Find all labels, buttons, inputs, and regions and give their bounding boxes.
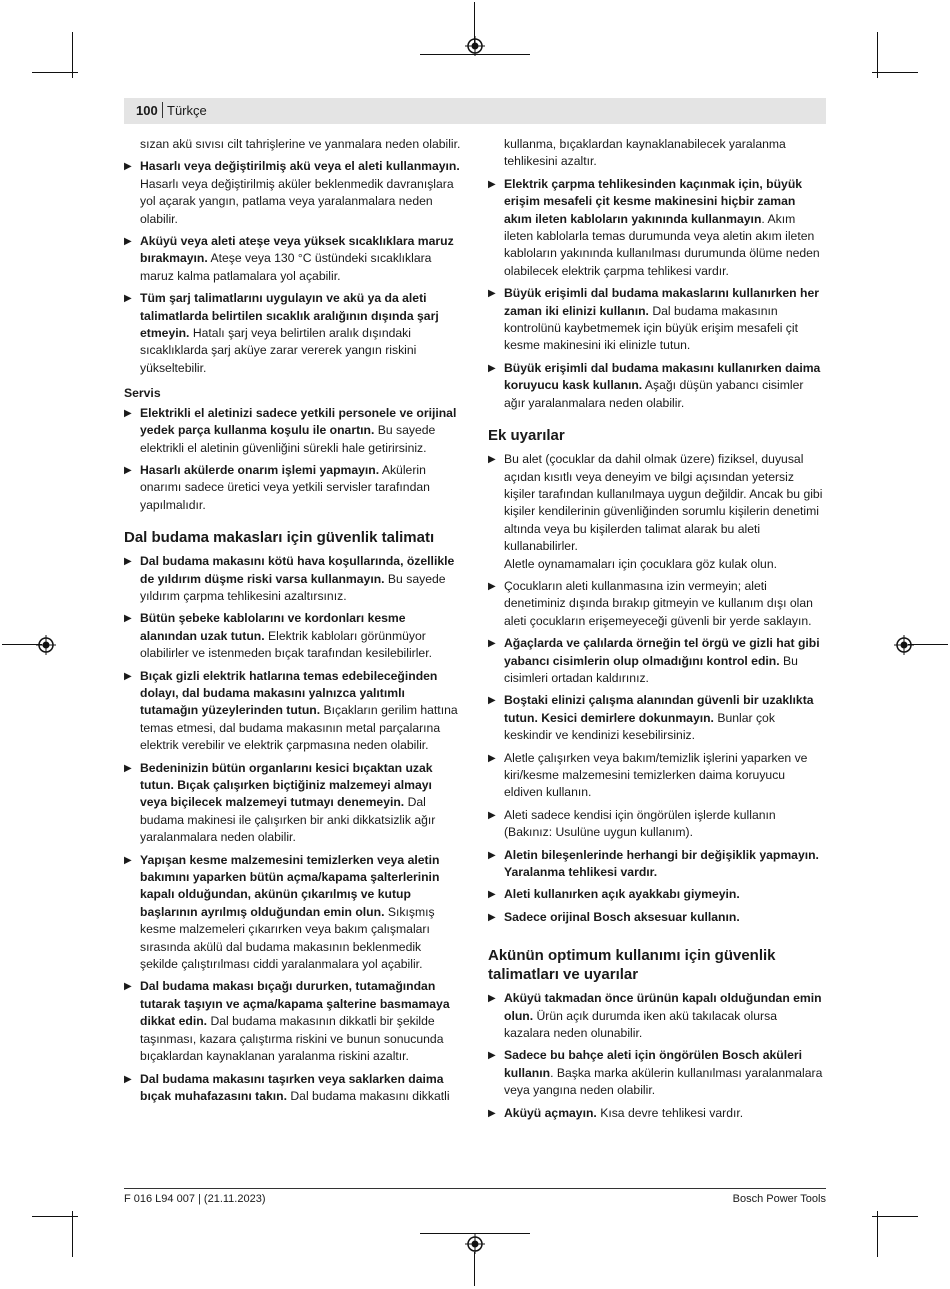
item-text: . Başka marka akülerin kullanılması yaralanmalara veya yangına neden olabilir. [504,1065,823,1098]
item-text: Ateşe veya 130 °C üstündeki sıcaklıklara maruz kalma patlamalara yol açabilir. [140,251,432,283]
item-text: Dal budama makasını dikkatli [286,1088,450,1103]
bullet-arrow-icon: ▶ [124,464,132,476]
bullet-arrow-icon: ▶ [488,1107,496,1119]
bullet-arrow-icon: ▶ [124,1073,132,1085]
bullet-arrow-icon: ▶ [124,670,132,682]
item-text: . Akım ileten kablolarla temas durumunda veya aletin akım ileten kabloların yakınında kullanılması durumunda ölüme neden olabilecek elektrik çarpma tehlikesi vardır. [504,211,820,278]
bullet-arrow-icon: ▶ [488,1050,496,1062]
item-bold-text: Bıçak gizli elektrik hatlarına temas edebileceğinden dolayı, dal budama makasını yalnızca yalıtımlı tutamağın yüzeylerinden tutun. [140,668,438,718]
item-text: Aleti sadece kendisi için öngörülen işlerde kullanın (Bakınız: Usulüne uygun kullanım). [504,807,776,840]
item-text: Ürün açık durumda iken akü takılacak olursa kazalara neden olunabilir. [504,1008,777,1041]
item-bold-text: Bütün şebeke kablolarını ve kordonları kesme alanından uzak tutun. [140,611,406,643]
bullet-arrow-icon: ▶ [124,236,132,248]
list-item [124,290,462,377]
brand-name: Bosch Power Tools [732,1193,826,1205]
bullet-arrow-icon: ▶ [488,580,496,592]
item-bold-text: Ağaçlarda ve çalılarda örneğin tel örgü ve gizli hat gibi yabancı cisimlerin olup olmadığını kontrol edin. [504,636,820,668]
list-item [124,553,462,605]
continued-text: sızan akü sıvısı cilt tahrişlerine ve yanmalara neden olabilir. [140,137,461,151]
left-column [124,136,462,1110]
item-bold-text: Aleti kullanırken açık ayakkabı giymeyin. [504,887,740,902]
item-bold-text: Dal budama makasını kötü hava koşullarında, özellikle de yıldırım düşme riski varsa kullanmayın. [140,554,455,586]
item-bold-text: Aletin bileşenlerinde herhangi bir değişiklik yapmayın. Yaralanma tehlikesi vardır. [504,847,819,880]
warning-list [124,158,462,377]
list-item [124,158,462,228]
crop-mark [872,1216,918,1217]
item-bold-text: Aküyü veya aleti ateşe veya yüksek sıcaklıklara maruz bırakmayın. [140,234,454,266]
crop-mark [877,1211,878,1257]
bullet-arrow-icon: ▶ [124,613,132,625]
list-item [488,176,826,280]
item-text: Akülerin onarımı sadece üretici veya yetkili servisler tarafından yapılmalıdır. [140,462,430,512]
crop-mark [474,1252,475,1286]
item-text: Bu sayede elektrikli el aletinin güvenliğini sürekli hale getirirsiniz. [140,423,436,455]
item-bold-text: Aküyü açmayın. [504,1105,597,1120]
list-item [488,807,826,842]
list-item [488,578,826,630]
list-item [488,847,826,882]
item-bold-text: Yapışan kesme malzemesini temizlerken veya aletin bakımını yaparken bütün açma/kapama şalterlerinin kapalı olduğundan, akünün çıkarılmış ve kutup başlarının ayrılmış olduğundan emin olun. [140,852,440,919]
item-text: Hatalı şarj veya belirtilen aralık dışındaki sıcaklıklarda şarj aküye zarar vererek yangın riskini yükseltebilir. [140,326,417,375]
item-bold-text: Bedeninizin bütün organlarını kesici bıçaktan uzak tutun. Bıçak çalışırken biçtiğiniz malzemeyi almayı veya biçilecek malzemeyi tutmayı denemeyin. [140,760,433,810]
item-text: Aşağı düşün yabancı cisimler ağır yaralanmalara neden olabilir. [504,378,804,410]
list-item [124,610,462,662]
item-bold-text: Tüm şarj talimatlarını uygulayın ve akü ya da aleti talimatlarda belirtilen sıcaklık aralığının dışında şarj etmeyin. [140,291,439,341]
item-extra-text: Aletle oynamamaları için çocuklara göz kulak olun. [504,556,777,571]
section-heading: Dal budama makasları için güvenlik talimatı [124,529,435,547]
list-item [124,233,462,285]
item-bold-text: Aküyü takmadan önce ürünün kapalı olduğundan emin olun. [504,991,822,1023]
list-item [488,692,826,744]
item-text: Bu sayede yıldırım çarpma tehlikesini azaltırsınız. [140,571,446,603]
list-item [124,405,462,457]
list-item [488,990,826,1042]
bullet-arrow-icon: ▶ [488,288,496,300]
bullet-arrow-icon: ▶ [488,638,496,650]
section-heading: Akünün optimum kullanımı için güvenlik talimatları ve uyarılar [488,947,776,984]
list-item [488,360,826,412]
list-item [488,750,826,802]
list-item [488,1105,826,1122]
bullet-arrow-icon: ▶ [124,981,132,993]
item-bold-text: Dal budama makası bıçağı dururken, tutamağından tutarak taşıyın ve açma/kapama şalterine basmamaya dikkat edin. [140,979,450,1029]
page-header [124,98,826,124]
item-text: Bıçakların gerilim hattına temas etmesi, dal budama makasının metal parçalarına elektrik verebilir ve elektrik çarpmasına neden olabilir. [140,703,458,753]
list-item [488,1047,826,1099]
page-number: 100 [136,103,158,118]
continued-text: kullanma, bıçaklardan kaynaklanabilecek yaralanma tehlikesini azaltır. [504,137,786,169]
item-bold-text: Elektrikli el aletinizi sadece yetkili personele ve orijinal yedek parça kullanma koşulu ile onartın. [140,405,457,438]
item-text: Dal budama makinesi ile çalışırken bir anki dikkatsizlik ağır yaralanmalara neden olabilir. [140,795,436,845]
list-item [124,760,462,847]
list-item [124,462,462,514]
bullet-arrow-icon: ▶ [488,752,496,764]
bullet-arrow-icon: ▶ [124,407,132,419]
bullet-arrow-icon: ▶ [488,993,496,1005]
item-text: Çocukların aleti kullanmasına izin vermeyin; aleti denetiminiz dışında bırakıp gitmeyin ve kullanım dışı olan aleti çocukların erişemeyeceği güvenli bir yerde saklayın. [504,578,813,628]
item-bold-text: Büyük erişimli dal budama makaslarını kullanırken her zaman iki elinizi kullanın. [504,286,819,318]
list-item [488,886,826,903]
right-column [488,136,826,1127]
item-text: Bu cisimleri ortadan kaldırınız. [504,653,798,685]
item-bold-text: Sadece bu bahçe aleti için öngörülen Bosch aküleri kullanın [504,1048,802,1080]
item-text: Kısa devre tehlikesi vardır. [596,1105,744,1120]
bullet-arrow-icon: ▶ [488,178,496,190]
page-language: Türkçe [167,103,207,118]
bullet-arrow-icon: ▶ [488,911,496,923]
item-bold-text: Dal budama makasını taşırken veya saklarken daima bıçak muhafazasını takın. [140,1071,444,1103]
warning-list [488,990,826,1122]
crop-mark [72,1211,73,1257]
bullet-arrow-icon: ▶ [488,362,496,374]
item-bold-text: Büyük erişimli dal budama makasını kullanırken daima koruyucu kask kullanın. [504,360,821,393]
header-divider [162,102,163,118]
bullet-arrow-icon: ▶ [124,556,132,568]
section-heading: Ek uyarılar [488,427,565,445]
crop-mark [872,72,918,73]
bullet-arrow-icon: ▶ [488,889,496,901]
registration-mark-icon [36,635,56,655]
bullet-arrow-icon: ▶ [124,293,132,305]
list-item [124,978,462,1065]
list-item [124,1071,462,1106]
list-item [488,451,826,573]
registration-mark-icon [894,635,914,655]
document-code: F 016 L94 007 | (21.11.2023) [124,1193,266,1205]
item-text: Aletle çalışırken veya bakım/temizlik işlerini yaparken ve kiri/kesme malzemesini temizlerken daima koruyucu eldiven kullanın. [504,750,808,800]
list-item [488,909,826,926]
list-item [488,285,826,355]
item-bold-text: Hasarlı veya değiştirilmiş akü veya el aleti kullanmayın. [140,159,460,174]
item-bold-text: Boştaki elinizi çalışma alanından güvenli bir uzaklıkta tutun. Kesici demirlere dokunmayın. [504,693,814,725]
item-bold-text: Elektrik çarpma tehlikesinden kaçınmak için, büyük erişim mesafeli çit kesme makinesini hiçbir zaman akım ileten kabloların yakınında kullanmayın [504,176,803,226]
page-footer [124,1188,826,1205]
item-text: Elektrik kabloları görünmüyor olabilirler ve istenmeden bıçak tarafından kesilebilirler. [140,628,432,661]
bullet-arrow-icon: ▶ [488,695,496,707]
item-text: Dal budama makasının dikkatli bir şekilde taşınması, kazara çalıştırma riskini ve bunun sonucunda bıçaklardan kaynaklanan yaralanma riskini azaltır. [140,1014,444,1064]
item-text: Dal budama makasının kontrolünü kaybetmemek için büyük erişim mesafeli çit kesme makinesini iki elinizle tutun. [504,303,798,353]
bullet-arrow-icon: ▶ [488,809,496,821]
warning-list [488,451,826,926]
crop-mark [32,1216,78,1217]
item-text: Bunlar çok keskindir ve kendinizi kesebilirsiniz. [504,710,775,743]
item-text: Hasarlı veya değiştirilmiş aküler beklenmedik davranışlara yol açarak yangın, patlama veya yaralanmalara neden olabilir. [140,176,454,226]
bullet-arrow-icon: ▶ [124,161,132,173]
bullet-arrow-icon: ▶ [124,762,132,774]
registration-mark-icon [465,36,485,56]
list-item [124,668,462,755]
bullet-arrow-icon: ▶ [488,454,496,466]
section-subheading: Servis [124,386,161,401]
bullet-arrow-icon: ▶ [488,849,496,861]
warning-list [488,176,826,412]
item-bold-text: Sadece orijinal Bosch aksesuar kullanın. [504,909,740,924]
list-item [488,635,826,687]
crop-mark [908,644,948,645]
warning-list [124,405,462,514]
registration-mark-icon [465,1234,485,1254]
bullet-arrow-icon: ▶ [124,854,132,866]
item-text: Bu alet (çocuklar da dahil olmak üzere) fiziksel, duyusal açıdan kısıtlı veya deneyim ve bilgi açısından yetersiz kişiler tarafından kullanılmaya uygun değildir. Ancak bu gibi kişiler kendilerinin güvenliğinden sorumlu kişilerin denetimi altında veya bu kişilerden talimat alarak bu aleti kullanabilirler. [504,452,823,554]
warning-list [124,553,462,1105]
item-text: Sıkışmış kesme malzemeleri çıkarırken veya bakım çalışmaları sırasında akülü dal budama makasının beklenmedik şekilde çalıştırılması ciddi yaralanmalara yol açabilir. [140,904,435,972]
list-item [124,852,462,974]
item-bold-text: Hasarlı akülerde onarım işlemi yapmayın. [140,462,380,477]
crop-mark [32,72,78,73]
